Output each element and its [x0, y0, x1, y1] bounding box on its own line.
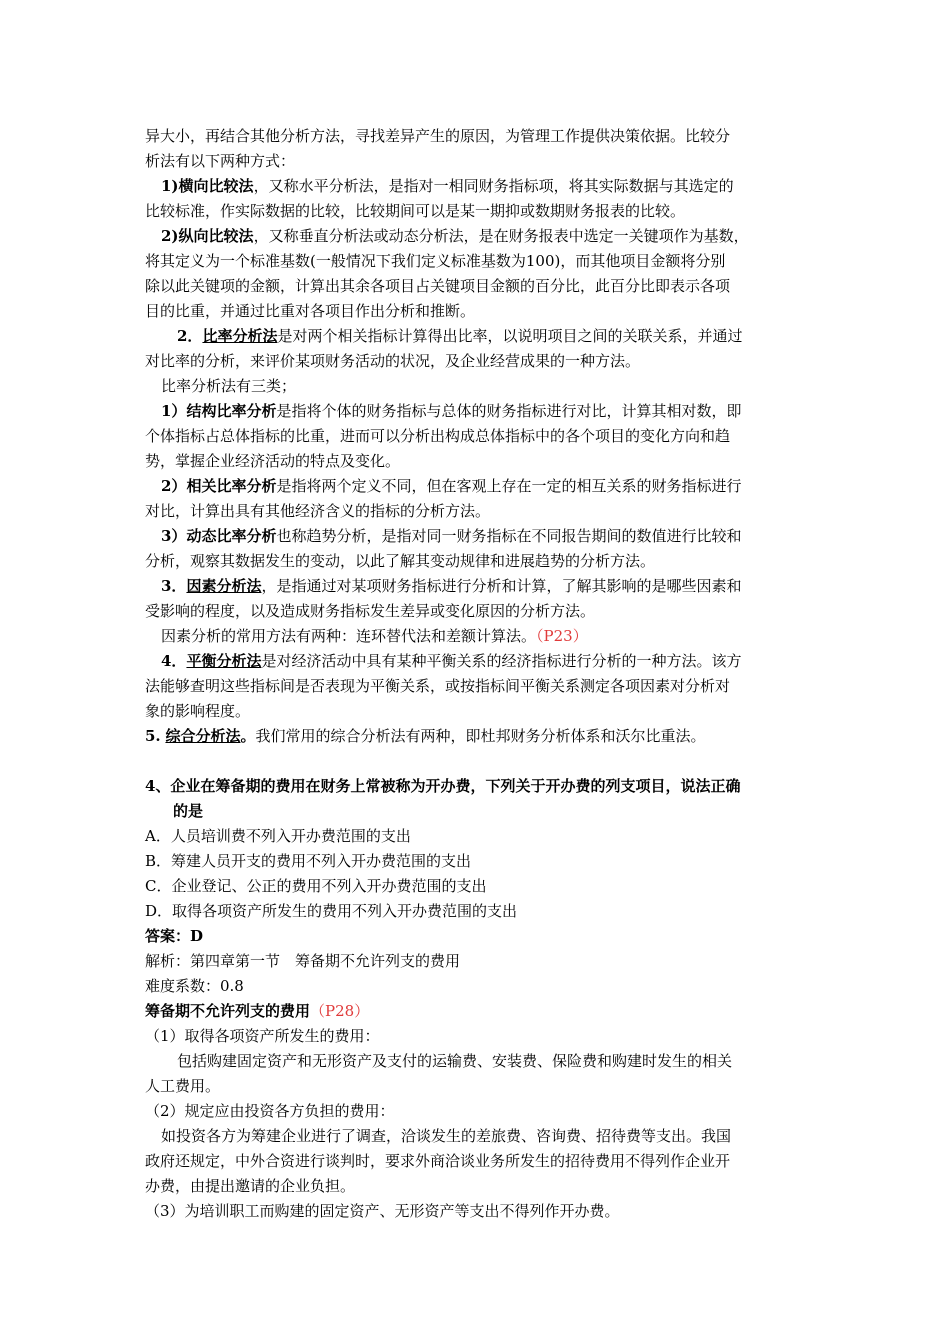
text-line: 势，掌握企业经济活动的特点及变化。 — [145, 452, 401, 470]
question-stem-continued: 的是 — [173, 802, 204, 820]
horizontal-comparison-line — [145, 174, 810, 199]
text-segment: 是对经济活动中具有某种平衡关系的经济指标进行分析的一种方法。该方 — [261, 652, 742, 670]
question-stem: 4、企业在筹备期的费用在财务上常被称为开办费，下列关于开办费的列支项目，说法正确 — [145, 777, 741, 795]
text-line: 如投资各方为筹建企业进行了调查，洽谈发生的差旅费、咨询费、招待费等支出。我国 — [161, 1127, 732, 1145]
document-page — [145, 124, 810, 1224]
item-number: 3． — [161, 577, 187, 595]
term-vertical-comparison: 纵向比较法 — [178, 227, 254, 245]
text-line: 办费，由提出邀请的企业负担。 — [145, 1177, 356, 1195]
factor-common-line — [145, 624, 810, 649]
item-number: 2) — [161, 227, 179, 245]
text-line: 将其定义为一个标准基数(一般情况下我们定义标准基数为100)，而其他项目金额将分别 — [145, 252, 726, 270]
text-line: 人工费用。 — [145, 1077, 221, 1095]
option-c: C．企业登记、公正的费用不列入开办费范围的支出 — [145, 877, 487, 895]
text-segment: 是对两个相关指标计算得出比率，以说明项目之间的关联关系，并通过 — [277, 327, 743, 345]
text-segment: 是指将个体的财务指标与总体的财务指标进行对比，计算其相对数，即 — [276, 402, 742, 420]
text-line: 对比，计算出具有其他经济含义的指标的分析方法。 — [145, 502, 491, 520]
item-number: 2． — [177, 327, 203, 345]
list-item: （3）为培训职工而购建的固定资产、无形资产等支出不得列作开办费。 — [145, 1202, 620, 1220]
text-line: 法能够查明这些指标间是否表现为平衡关系，或按指标间平衡关系测定各项因素对分析对 — [145, 677, 731, 695]
page-reference: （P28） — [310, 1002, 370, 1020]
list-item: （1）取得各项资产所发生的费用： — [145, 1027, 380, 1045]
page-reference: （P23） — [536, 627, 588, 645]
term-balance-analysis: 平衡分析法 — [186, 652, 262, 670]
difficulty: 难度系数：0.8 — [145, 977, 244, 995]
section-title: 筹备期不允许列支的费用 — [145, 1002, 311, 1020]
structure-ratio-line — [145, 399, 810, 424]
option-d: D．取得各项资产所发生的费用不列入开办费范围的支出 — [145, 902, 518, 920]
term-structure-ratio: 结构比率分析 — [186, 402, 277, 420]
balance-analysis-line — [145, 649, 810, 674]
spacer — [145, 749, 810, 774]
item-number: 5. — [145, 727, 161, 745]
text-line: 对比率的分析，来评价某项财务活动的状况，及企业经营成果的一种方法。 — [145, 352, 641, 370]
item-number: 3） — [161, 527, 187, 545]
option-b: B．筹建人员开支的费用不列入开办费范围的支出 — [145, 852, 472, 870]
text-line: 比率分析法有三类； — [161, 377, 297, 395]
term-related-ratio: 相关比率分析 — [186, 477, 277, 495]
text-segment: 我们常用的综合分析法有两种，即杜邦财务分析体系和沃尔比重法。 — [255, 727, 706, 745]
text-line: 分析，观察其数据发生的变动，以此了解其变动规律和进展趋势的分析方法。 — [145, 552, 656, 570]
term-factor-analysis: 因素分析法 — [186, 577, 262, 595]
disallowed-title-line — [145, 999, 810, 1024]
text-line: 目的比重，并通过比重对各项目作出分析和推断。 — [145, 302, 476, 320]
answer: 答案：D — [145, 927, 204, 945]
item-number: 2） — [161, 477, 187, 495]
text-segment: ，又称垂直分析法或动态分析法，是在财务报表中选定一关键项作为基数， — [253, 227, 749, 245]
list-item: （2）规定应由投资各方负担的费用： — [145, 1102, 395, 1120]
analysis: 解析：第四章第一节 筹备期不允许列支的费用 — [145, 952, 461, 970]
text-line: 包括购建固定资产和无形资产及支付的运输费、安装费、保险费和购建时发生的相关 — [177, 1052, 733, 1070]
vertical-comparison-line — [145, 224, 810, 249]
term-horizontal-comparison: 横向比较法 — [178, 177, 254, 195]
option-a: A．人员培训费不列入开办费范围的支出 — [145, 827, 411, 845]
term-ratio-analysis: 比率分析法 — [202, 327, 278, 345]
text-line: 受影响的程度，以及造成财务指标发生差异或变化原因的分析方法。 — [145, 602, 596, 620]
comprehensive-analysis-line — [145, 724, 810, 749]
text-segment: 也称趋势分析，是指对同一财务指标在不同报告期间的数值进行比较和 — [276, 527, 742, 545]
text-line: 个体指标占总体指标的比重，进而可以分析出构成总体指标中的各个项目的变化方向和趋 — [145, 427, 731, 445]
text-line: 象的影响程度。 — [145, 702, 251, 720]
related-ratio-line — [145, 474, 810, 499]
text-segment: 。 — [240, 727, 256, 745]
item-number: 4． — [161, 652, 187, 670]
text-segment: ，又称水平分析法，是指对一相同财务指标项，将其实际数据与其选定的 — [253, 177, 734, 195]
text-line: 比较标准，作实际数据的比较，比较期间可以是某一期抑或数期财务报表的比较。 — [145, 202, 686, 220]
dynamic-ratio-line — [145, 524, 810, 549]
text-line: 异大小，再结合其他分析方法，寻找差异产生的原因，为管理工作提供决策依据。比较分 — [145, 127, 731, 145]
text-line: 析法有以下两种方式： — [145, 152, 296, 170]
item-number: 1) — [161, 177, 179, 195]
term-dynamic-ratio: 动态比率分析 — [186, 527, 277, 545]
ratio-analysis-line — [145, 324, 810, 349]
text-line: 政府还规定，中外合资进行谈判时，要求外商洽谈业务所发生的招待费用不得列作企业开 — [145, 1152, 731, 1170]
term-comprehensive-analysis: 综合分析法 — [165, 727, 241, 745]
text-line: 除以此关键项的金额，计算出其余各项目占关键项目金额的百分比，此百分比即表示各项 — [145, 277, 731, 295]
text-segment: 因素分析的常用方法有两种：连环替代法和差额计算法。 — [161, 627, 537, 645]
text-segment: 是指将两个定义不同，但在客观上存在一定的相互关系的财务指标进行 — [276, 477, 742, 495]
text-segment: ，是指通过对某项财务指标进行分析和计算，了解其影响的是哪些因素和 — [261, 577, 742, 595]
factor-analysis-line — [145, 574, 810, 599]
item-number: 1） — [161, 402, 187, 420]
